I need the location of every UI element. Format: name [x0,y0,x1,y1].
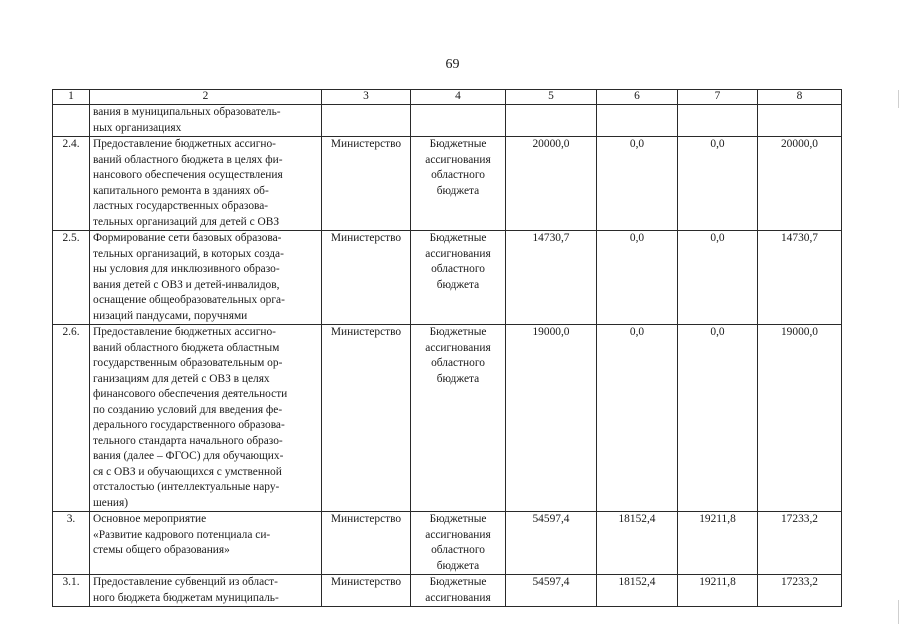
measure-description-line: капитального ремонта в зданиях об- [93,184,269,197]
funding-source-cell-line: ассигнования [425,247,491,260]
measure-description-line: Формирование сети базовых образова- [93,232,282,244]
funding-source-cell-line: ассигнования [425,153,491,166]
year-2-amount-cell [678,105,758,137]
year-1-amount-cell: 18152,4 [597,575,678,607]
funding-source-cell [411,325,506,512]
funding-source-cell-line: областного [431,544,485,556]
executor-cell [322,105,411,137]
total-amount-cell [506,105,597,137]
funding-source-cell-line: бюджета [436,184,480,197]
row-number: 3.1. [53,575,90,607]
executor-cell: Министерство [322,512,411,575]
measure-description-line: финансового обеспечения деятельности [93,388,288,400]
measure-description-line: тельных организаций для детей с ОВЗ [93,215,280,228]
funding-source-cell-line: Бюджетные [429,232,487,244]
measure-description-line: тельных организаций, в которых созда- [93,247,284,260]
row-number: 3. [53,512,90,575]
margin-mark [898,600,899,624]
measure-description-line: ся с ОВЗ и обучающихся с умственной [93,465,282,478]
funding-source-cell-line: ассигнования [425,341,491,354]
year-2-amount-cell: 19211,8 [678,512,758,575]
row-number [53,105,90,137]
measure-description-line: ластных государственных образова- [93,200,269,212]
year-2-amount-cell: 0,0 [678,325,758,512]
funding-source-cell-line: Бюджетные [429,513,487,525]
year-2-amount-cell: 19211,8 [678,575,758,607]
executor-cell: Министерство [322,325,411,512]
measure-description-line: государственным образовательным ор- [93,357,283,369]
column-number-row [53,90,842,105]
measure-description-line: ны условия для инклюзивного образо- [93,263,280,275]
measure-description-line: низаций пандусами, поручнями [93,309,248,322]
measure-description [90,575,322,607]
year-2-amount-cell: 0,0 [678,231,758,325]
measure-description-line: ганизациям для детей с ОВЗ в целях [93,372,270,385]
measure-description-line: дерального государственного образова- [93,419,285,431]
funding-source-cell-line: Бюджетные [429,326,487,338]
measure-description-line: тельного стандарта начального образо- [93,434,283,447]
measure-description-line: Предоставление бюджетных ассигно- [93,138,276,150]
measure-description-line: оснащение общеобразовательных орга- [93,294,285,306]
funding-source-cell-line: Бюджетные [429,138,487,150]
measure-description-line: ных организациях [93,121,182,134]
year-3-amount-cell: 14730,7 [758,231,842,325]
funding-source-cell-line: областного [431,169,485,181]
table-row [53,575,842,607]
funding-source-cell-line: областного [431,357,485,369]
column-header: 3 [322,90,411,105]
measure-description-line: Предоставление бюджетных ассигно- [93,326,276,338]
funding-source-cell [411,137,506,231]
measure-description [90,137,322,231]
measure-description-line: Основное мероприятие [93,513,207,525]
measure-description-line: ваний областного бюджета в целях фи- [93,153,283,166]
year-3-amount-cell: 19000,0 [758,325,842,512]
measure-description [90,231,322,325]
row-number: 2.5. [53,231,90,325]
year-3-amount-cell: 17233,2 [758,575,842,607]
measure-description [90,512,322,575]
year-1-amount-cell: 0,0 [597,325,678,512]
measure-description-line: по созданию условий для введения фе- [93,403,283,416]
executor-cell: Министерство [322,575,411,607]
column-header: 6 [597,90,678,105]
total-amount-cell: 20000,0 [506,137,597,231]
table-row [53,231,842,325]
funding-source-cell [411,512,506,575]
total-amount-cell: 19000,0 [506,325,597,512]
executor-cell: Министерство [322,137,411,231]
measure-description-line: Предоставление субвенций из област- [93,576,278,588]
table-row [53,325,842,512]
funding-source-cell [411,575,506,607]
funding-source-cell-line: бюджета [436,559,480,572]
column-header: 8 [758,90,842,105]
measure-description-line: «Развитие кадрового потенциала си- [93,528,271,541]
funding-source-cell [411,231,506,325]
funding-source-cell-line: областного [431,263,485,275]
funding-source-cell-line: бюджета [436,278,480,291]
measure-description-line: нансового обеспечения осуществления [93,169,283,181]
page-number: 69 [445,57,460,72]
year-3-amount-cell: 17233,2 [758,512,842,575]
total-amount-cell: 54597,4 [506,575,597,607]
measure-description-line: вания (далее – ФГОС) для обучающих- [93,450,284,462]
table-row [53,105,842,137]
funding-source-cell-line: Бюджетные [429,576,487,588]
year-1-amount-cell: 0,0 [597,137,678,231]
year-2-amount-cell: 0,0 [678,137,758,231]
budget-table [52,89,842,607]
executor-cell: Министерство [322,231,411,325]
measure-description-line: вания детей с ОВЗ и детей-инвалидов, [93,278,280,291]
measure-description-line: шения) [93,496,129,509]
measure-description-line: стемы общего образования» [93,544,230,556]
row-number: 2.6. [53,325,90,512]
measure-description [90,105,322,137]
margin-mark [898,90,899,108]
column-header: 4 [411,90,506,105]
row-number: 2.4. [53,137,90,231]
column-header: 7 [678,90,758,105]
measure-description-line: вания в муниципальных образователь- [93,106,281,118]
table-row [53,512,842,575]
funding-source-cell-line: ассигнования [425,591,491,604]
year-3-amount-cell [758,105,842,137]
measure-description-line: ваний областного бюджета областным [93,341,280,354]
measure-description-line: отсталостью (интеллектуальные нару- [93,481,280,493]
funding-source-cell-line: бюджета [436,372,480,385]
measure-description-line: ного бюджета бюджетам муниципаль- [93,591,279,604]
funding-source-cell [411,105,506,137]
measure-description [90,325,322,512]
column-header: 5 [506,90,597,105]
column-header: 2 [90,90,322,105]
year-1-amount-cell: 18152,4 [597,512,678,575]
year-1-amount-cell: 0,0 [597,231,678,325]
total-amount-cell: 54597,4 [506,512,597,575]
funding-source-cell-line: ассигнования [425,528,491,541]
column-header: 1 [53,90,90,105]
year-3-amount-cell: 20000,0 [758,137,842,231]
total-amount-cell: 14730,7 [506,231,597,325]
table-row [53,137,842,231]
year-1-amount-cell [597,105,678,137]
